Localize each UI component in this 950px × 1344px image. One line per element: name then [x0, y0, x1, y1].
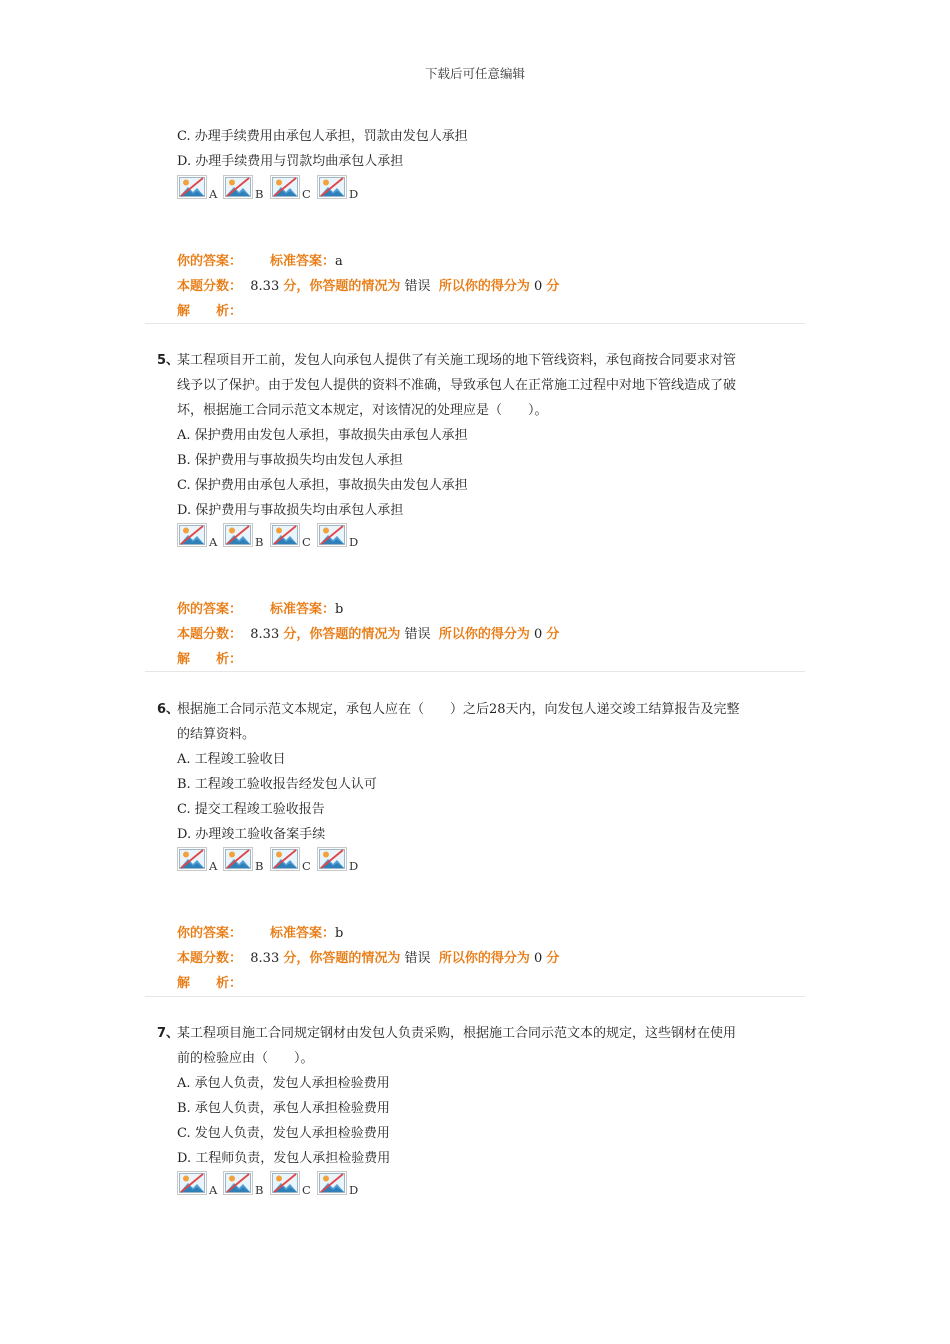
- result-value: 0: [533, 627, 543, 642]
- radio-image-icon[interactable]: [317, 523, 347, 547]
- choice-letter: D: [349, 187, 359, 201]
- score-line: [177, 274, 559, 299]
- status-label: 分，你答题的情况为: [283, 951, 401, 966]
- status-label: 分，你答题的情况为: [283, 279, 401, 294]
- radio-image-icon[interactable]: [270, 1171, 300, 1195]
- choice-letter: B: [255, 859, 264, 873]
- option-d: D. 保护费用与事故损失均由承包人承担: [177, 503, 404, 518]
- your-answer-label: 你的答案：: [177, 926, 243, 941]
- question-text: 坏，根据施工合同示范文本规定，对该情况的处理应是（ ）。: [177, 403, 548, 418]
- score-label: 本题分数：: [177, 951, 243, 966]
- choice-letter: C: [302, 1183, 311, 1197]
- divider: [145, 996, 805, 997]
- standard-answer-value: b: [335, 926, 344, 941]
- divider: [145, 323, 805, 324]
- choice-a[interactable]: [177, 523, 221, 553]
- option-c: C. 办理手续费用由承包人承担，罚款由发包人承担: [177, 129, 468, 144]
- option-d: D. 办理手续费用与罚款均曲承包人承担: [177, 154, 404, 169]
- divider: [145, 671, 805, 672]
- unit-label: 分: [546, 951, 560, 966]
- score-label: 本题分数：: [177, 627, 243, 642]
- radio-image-icon[interactable]: [223, 175, 253, 199]
- choice-letter: C: [302, 535, 311, 549]
- choice-b[interactable]: [223, 523, 267, 553]
- choice-letter: B: [255, 1183, 264, 1197]
- option-a: A. 承包人负责，发包人承担检验费用: [177, 1076, 390, 1091]
- choice-letter: A: [209, 535, 218, 549]
- radio-image-icon[interactable]: [270, 523, 300, 547]
- choice-d[interactable]: [317, 175, 361, 205]
- question-number: 5、: [157, 353, 180, 368]
- option-b: B. 承包人负责，承包人承担检验费用: [177, 1101, 390, 1116]
- choice-b[interactable]: [223, 1171, 267, 1201]
- score-value: 8.33: [250, 951, 280, 966]
- choice-letter: D: [349, 535, 359, 549]
- answer-line: [177, 249, 343, 274]
- choice-row: [177, 523, 407, 553]
- choice-c[interactable]: [270, 523, 314, 553]
- choice-row: [177, 847, 407, 877]
- choice-letter: C: [302, 187, 311, 201]
- status-value: 错误: [404, 627, 431, 642]
- choice-letter: B: [255, 187, 264, 201]
- option-c: C. 提交工程竣工验收报告: [177, 802, 325, 817]
- status-value: 错误: [404, 279, 431, 294]
- standard-answer-value: b: [335, 602, 344, 617]
- question-text: 根据施工合同示范文本规定，承包人应在（ ）之后28天内，向发包人递交竣工结算报告及完整: [177, 702, 740, 717]
- radio-image-icon[interactable]: [177, 1171, 207, 1195]
- unit-label: 分: [546, 279, 560, 294]
- your-answer-label: 你的答案：: [177, 602, 243, 617]
- option-d: D. 办理竣工验收备案手续: [177, 827, 326, 842]
- score-value: 8.33: [250, 627, 280, 642]
- option-b: B. 保护费用与事故损失均由发包人承担: [177, 453, 403, 468]
- choice-c[interactable]: [270, 175, 314, 205]
- analysis-label: 解 析：: [177, 304, 243, 319]
- analysis-label: 解 析：: [177, 652, 243, 667]
- option-c: C. 发包人负责，发包人承担检验费用: [177, 1126, 390, 1141]
- analysis-label: 解 析：: [177, 976, 243, 991]
- answer-line: [177, 921, 343, 946]
- question-text: 线予以了保护。由于发包人提供的资料不准确，导致承包人在正常施工过程中对地下管线造成了破: [177, 378, 737, 393]
- analysis-line: [177, 299, 242, 324]
- choice-d[interactable]: [317, 1171, 361, 1201]
- choice-letter: A: [209, 187, 218, 201]
- choice-letter: B: [255, 535, 264, 549]
- radio-image-icon[interactable]: [317, 847, 347, 871]
- result-value: 0: [533, 951, 543, 966]
- standard-answer-label: 标准答案：: [270, 926, 336, 941]
- analysis-line: [177, 971, 242, 996]
- choice-letter: D: [349, 1183, 359, 1197]
- analysis-line: [177, 647, 242, 672]
- score-label: 本题分数：: [177, 279, 243, 294]
- status-value: 错误: [404, 951, 431, 966]
- status-label: 分，你答题的情况为: [283, 627, 401, 642]
- choice-c[interactable]: [270, 847, 314, 877]
- score-value: 8.33: [250, 279, 280, 294]
- radio-image-icon[interactable]: [177, 175, 207, 199]
- page-header: 下载后可任意编辑: [424, 66, 525, 81]
- radio-image-icon[interactable]: [270, 175, 300, 199]
- choice-d[interactable]: [317, 523, 361, 553]
- choice-a[interactable]: [177, 1171, 221, 1201]
- option-c: C. 保护费用由承包人承担，事故损失由发包人承担: [177, 478, 468, 493]
- radio-image-icon[interactable]: [223, 523, 253, 547]
- choice-letter: D: [349, 859, 359, 873]
- choice-row: [177, 175, 407, 205]
- unit-label: 分: [546, 627, 560, 642]
- choice-letter: A: [209, 859, 218, 873]
- answer-line: [177, 597, 343, 622]
- standard-answer-label: 标准答案：: [270, 254, 336, 269]
- option-a: A. 工程竣工验收日: [177, 752, 286, 767]
- choice-letter: A: [209, 1183, 218, 1197]
- result-value: 0: [533, 279, 543, 294]
- standard-answer-label: 标准答案：: [270, 602, 336, 617]
- question-text: 某工程项目施工合同规定钢材由发包人负责采购，根据施工合同示范文本的规定，这些钢材在使用: [177, 1026, 737, 1041]
- question-number: 6、: [157, 702, 180, 717]
- choice-b[interactable]: [223, 175, 267, 205]
- standard-answer-value: a: [335, 254, 343, 269]
- your-answer-label: 你的答案：: [177, 254, 243, 269]
- score-line: [177, 622, 559, 647]
- choice-c[interactable]: [270, 1171, 314, 1201]
- question-text: 某工程项目开工前，发包人向承包人提供了有关施工现场的地下管线资料，承包商按合同要求对管: [177, 353, 737, 368]
- choice-d[interactable]: [317, 847, 361, 877]
- radio-image-icon[interactable]: [317, 1171, 347, 1195]
- result-label: 所以你的得分为: [438, 279, 530, 294]
- choice-row: [177, 1171, 407, 1201]
- choice-b[interactable]: [223, 847, 267, 877]
- result-label: 所以你的得分为: [438, 951, 530, 966]
- option-b: B. 工程竣工验收报告经发包人认可: [177, 777, 377, 792]
- question-text: 前的检验应由（ ）。: [177, 1051, 314, 1066]
- choice-a[interactable]: [177, 847, 221, 877]
- radio-image-icon[interactable]: [317, 175, 347, 199]
- option-d: D. 工程师负责，发包人承担检验费用: [177, 1151, 391, 1166]
- question-number: 7、: [157, 1026, 180, 1041]
- radio-image-icon[interactable]: [177, 523, 207, 547]
- choice-a[interactable]: [177, 175, 221, 205]
- question-text: 的结算资料。: [177, 727, 256, 742]
- radio-image-icon[interactable]: [177, 847, 207, 871]
- radio-image-icon[interactable]: [223, 1171, 253, 1195]
- result-label: 所以你的得分为: [438, 627, 530, 642]
- radio-image-icon[interactable]: [270, 847, 300, 871]
- score-line: [177, 946, 559, 971]
- option-a: A. 保护费用由发包人承担，事故损失由承包人承担: [177, 428, 468, 443]
- choice-letter: C: [302, 859, 311, 873]
- radio-image-icon[interactable]: [223, 847, 253, 871]
